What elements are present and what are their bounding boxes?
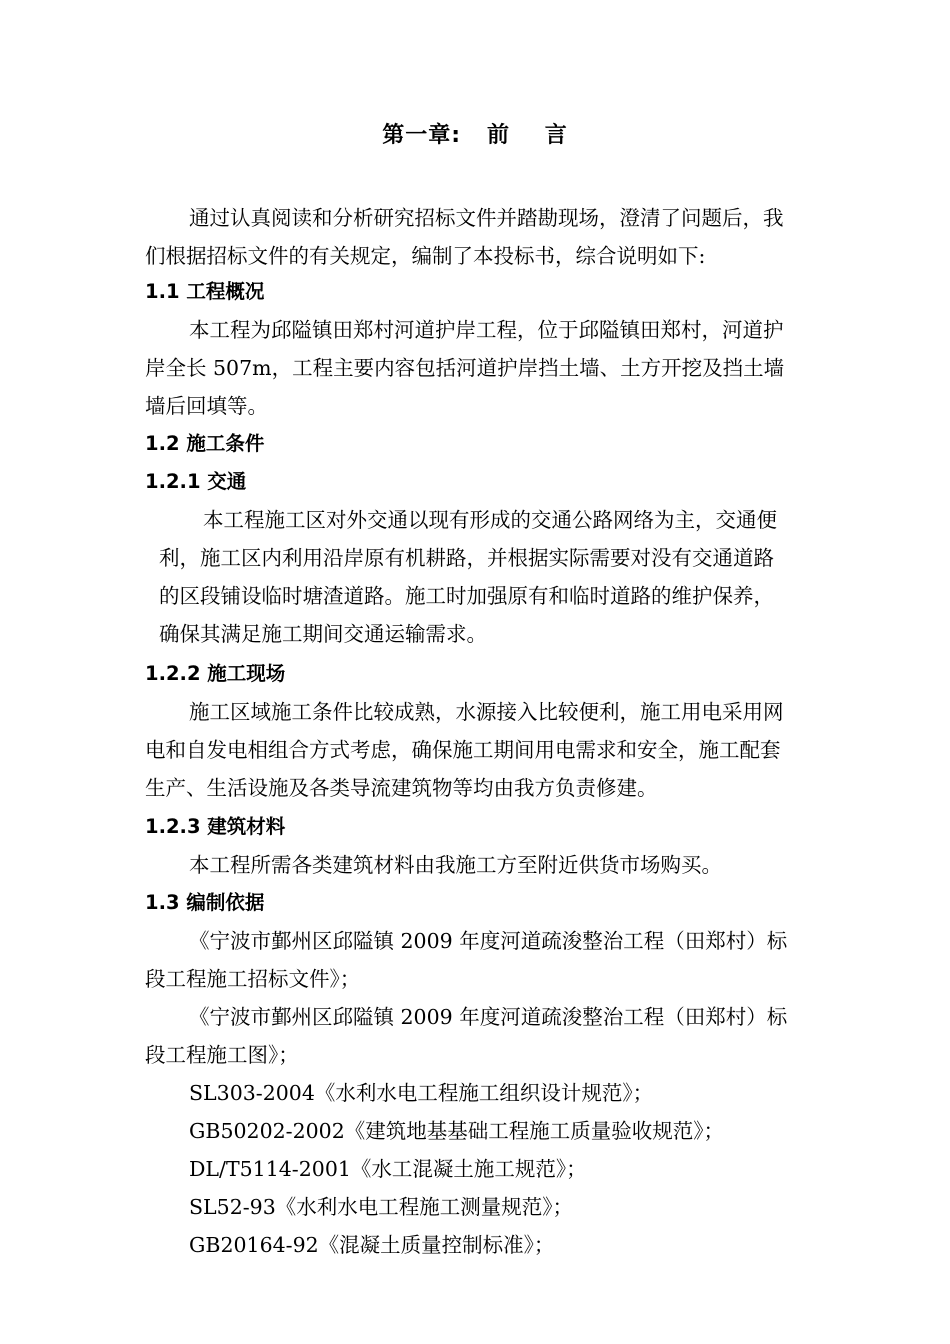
section-heading: 1.2.3 建筑材料 [145, 815, 286, 838]
section-1-2-1 [145, 463, 845, 653]
text-line: 确保其满足施工期间交通运输需求。 [159, 622, 487, 646]
reference-line: SL303-2004《水利水电工程施工组织设计规范》； [189, 1081, 654, 1105]
text-line: 们根据招标文件的有关规定，编制了本投标书，综合说明如下: [145, 244, 706, 268]
reference-line: 《宁波市鄞州区邱隘镇 2009 年度河道疏浚整治工程（田郑村）标 [189, 929, 788, 953]
text-line: 利，施工区内利用沿岸原有机耕路，并根据实际需要对没有交通道路 [159, 546, 774, 570]
section-1-2-3 [145, 808, 845, 884]
chapter-title: 第一章: 前 言 [382, 123, 568, 148]
section-1-2-2 [145, 655, 845, 807]
text-line: 本工程施工区对外交通以现有形成的交通公路网络为主，交通便 [203, 508, 777, 532]
text-line: 电和自发电相组合方式考虑，确保施工期间用电需求和安全，施工配套 [145, 738, 781, 762]
text-line: 施工区域施工条件比较成熟，水源接入比较便利，施工用电采用网 [189, 700, 784, 724]
section-heading: 1.1 工程概况 [145, 280, 265, 303]
intro-paragraph [145, 199, 845, 275]
section-1-2 [145, 425, 845, 463]
section-1-3 [145, 884, 845, 1264]
reference-line: SL52-93《水利水电工程施工测量规范》； [189, 1195, 574, 1219]
text-line: 生产、生活设施及各类导流建筑物等均由我方负责修建。 [145, 776, 658, 800]
reference-line: 《宁波市鄞州区邱隘镇 2009 年度河道疏浚整治工程（田郑村）标 [189, 1005, 788, 1029]
text-line: 通过认真阅读和分析研究招标文件并踏勘现场，澄清了问题后，我 [189, 206, 784, 230]
text-line: 岸全长 507m，工程主要内容包括河道护岸挡土墙、土方开挖及挡土墙 [145, 356, 785, 380]
section-heading: 1.2 施工条件 [145, 432, 265, 455]
text-line: 本工程为邱隘镇田郑村河道护岸工程，位于邱隘镇田郑村，河道护 [189, 318, 784, 342]
section-heading: 1.2.2 施工现场 [145, 662, 286, 685]
reference-line: DL/T5114-2001《水工混凝土施工规范》； [189, 1157, 587, 1181]
reference-line: GB20164-92《混凝土质量控制标准》； [189, 1233, 555, 1257]
text-line: 本工程所需各类建筑材料由我施工方至附近供货市场购买。 [189, 853, 722, 877]
reference-line: 段工程施工图》； [145, 1043, 299, 1067]
reference-line: 段工程施工招标文件》； [145, 967, 361, 991]
text-line: 墙后回填等。 [145, 394, 268, 418]
section-heading: 1.3 编制依据 [145, 891, 265, 914]
section-heading: 1.2.1 交通 [145, 470, 247, 493]
text-line: 的区段铺设临时塘渣道路。施工时加强原有和临时道路的维护保养， [159, 584, 774, 608]
section-1-1 [145, 273, 845, 425]
reference-line: GB50202-2002《建筑地基基础工程施工质量验收规范》； [189, 1119, 725, 1143]
